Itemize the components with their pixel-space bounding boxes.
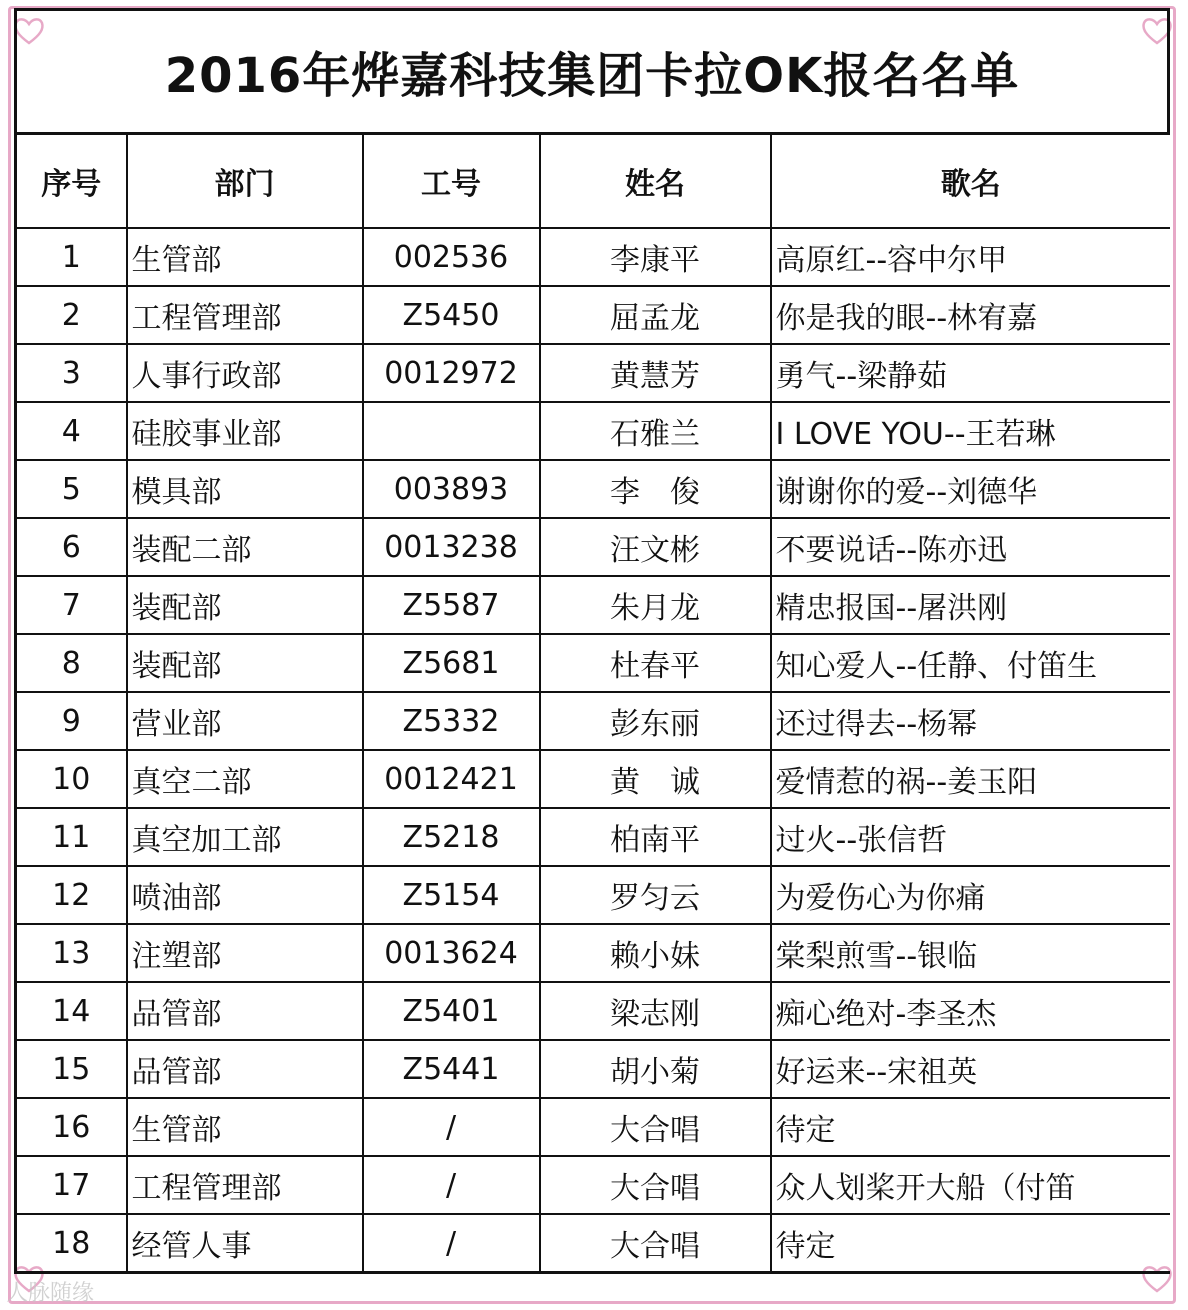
cell-song: 待定 [771,1098,1171,1156]
cell-employee-id: Z5681 [363,634,540,692]
title-box [14,8,1170,132]
table-row [16,228,1171,286]
cell-employee-id: 0013238 [363,518,540,576]
table-row [16,924,1171,982]
cell-name: 大合唱 [540,1214,771,1273]
cell-name: 胡小菊 [540,1040,771,1098]
cell-employee-id: 002536 [363,228,540,286]
table-row [16,1098,1171,1156]
cell-name: 汪文彬 [540,518,771,576]
header-song: 歌名 [771,134,1171,229]
table-row [16,344,1171,402]
cell-song: 爱情惹的祸--姜玉阳 [771,750,1171,808]
cell-department: 品管部 [127,982,363,1040]
cell-employee-id: 0012972 [363,344,540,402]
cell-song: 棠梨煎雪--银临 [771,924,1171,982]
cell-department: 经管人事 [127,1214,363,1273]
table-row [16,866,1171,924]
cell-index: 10 [16,750,127,808]
cell-name: 杜春平 [540,634,771,692]
cell-name: 屈孟龙 [540,286,771,344]
cell-employee-id: Z5332 [363,692,540,750]
cell-department: 模具部 [127,460,363,518]
signup-sheet [14,8,1170,1302]
cell-index: 9 [16,692,127,750]
cell-employee-id: Z5450 [363,286,540,344]
cell-index: 11 [16,808,127,866]
cell-song: 痴心绝对-李圣杰 [771,982,1171,1040]
cell-department: 硅胶事业部 [127,402,363,460]
cell-index: 12 [16,866,127,924]
cell-employee-id: Z5154 [363,866,540,924]
cell-index: 3 [16,344,127,402]
cell-department: 注塑部 [127,924,363,982]
cell-index: 8 [16,634,127,692]
cell-name: 赖小妹 [540,924,771,982]
cell-department: 装配部 [127,576,363,634]
table-row [16,692,1171,750]
cell-employee-id: 003893 [363,460,540,518]
cell-name: 大合唱 [540,1156,771,1214]
cell-song: 不要说话--陈亦迅 [771,518,1171,576]
cell-name: 石雅兰 [540,402,771,460]
cell-department: 人事行政部 [127,344,363,402]
cell-department: 装配二部 [127,518,363,576]
cell-song: 知心爱人--任静、付笛生 [771,634,1171,692]
cell-name: 朱月龙 [540,576,771,634]
cell-song: 还过得去--杨幂 [771,692,1171,750]
cell-index: 13 [16,924,127,982]
cell-index: 18 [16,1214,127,1273]
table-row [16,402,1171,460]
watermark: 人脉随缘 [6,1281,95,1306]
table-row [16,286,1171,344]
cell-index: 2 [16,286,127,344]
cell-department: 喷油部 [127,866,363,924]
cell-department: 真空加工部 [127,808,363,866]
cell-song: 勇气--梁静茹 [771,344,1171,402]
cell-song: 好运来--宋祖英 [771,1040,1171,1098]
table-row [16,1040,1171,1098]
header-name: 姓名 [540,134,771,229]
table-row [16,1214,1171,1273]
cell-song: 精忠报国--屠洪刚 [771,576,1171,634]
cell-department: 品管部 [127,1040,363,1098]
cell-name: 罗匀云 [540,866,771,924]
header-row [16,134,1171,229]
cell-song: 为爱伤心为你痛 [771,866,1171,924]
cell-index: 1 [16,228,127,286]
cell-song: 过火--张信哲 [771,808,1171,866]
cell-song: 你是我的眼--林宥嘉 [771,286,1171,344]
cell-department: 生管部 [127,228,363,286]
cell-employee-id: / [363,1214,540,1273]
cell-index: 14 [16,982,127,1040]
table-row [16,518,1171,576]
cell-employee-id [363,402,540,460]
table-body [16,228,1171,1273]
cell-song: 众人划桨开大船（付笛 [771,1156,1171,1214]
table-row [16,634,1171,692]
signup-table [14,132,1170,1274]
cell-employee-id: Z5218 [363,808,540,866]
cell-name: 黄慧芳 [540,344,771,402]
table-row [16,808,1171,866]
header-department: 部门 [127,134,363,229]
cell-name: 李康平 [540,228,771,286]
cell-department: 工程管理部 [127,286,363,344]
cell-index: 6 [16,518,127,576]
cell-department: 生管部 [127,1098,363,1156]
cell-name: 梁志刚 [540,982,771,1040]
cell-song: 高原红--容中尔甲 [771,228,1171,286]
cell-employee-id: / [363,1098,540,1156]
header-index: 序号 [16,134,127,229]
cell-department: 真空二部 [127,750,363,808]
cell-department: 工程管理部 [127,1156,363,1214]
cell-department: 装配部 [127,634,363,692]
cell-employee-id: Z5401 [363,982,540,1040]
table-row [16,982,1171,1040]
cell-index: 17 [16,1156,127,1214]
cell-employee-id: 0012421 [363,750,540,808]
cell-name: 柏南平 [540,808,771,866]
cell-name: 黄 诚 [540,750,771,808]
cell-department: 营业部 [127,692,363,750]
cell-name: 李 俊 [540,460,771,518]
table-row [16,460,1171,518]
cell-index: 15 [16,1040,127,1098]
cell-index: 7 [16,576,127,634]
table-row [16,750,1171,808]
cell-employee-id: 0013624 [363,924,540,982]
header-employee-id: 工号 [363,134,540,229]
table-row [16,1156,1171,1214]
cell-index: 4 [16,402,127,460]
cell-employee-id: / [363,1156,540,1214]
cell-name: 大合唱 [540,1098,771,1156]
cell-song: I LOVE YOU--王若琳 [771,402,1171,460]
cell-index: 5 [16,460,127,518]
cell-song: 谢谢你的爱--刘德华 [771,460,1171,518]
cell-employee-id: Z5441 [363,1040,540,1098]
cell-song: 待定 [771,1214,1171,1273]
table-row [16,576,1171,634]
cell-index: 16 [16,1098,127,1156]
page-title: 2016年烨嘉科技集团卡拉OK报名名单 [164,48,1020,104]
cell-name: 彭东丽 [540,692,771,750]
cell-employee-id: Z5587 [363,576,540,634]
